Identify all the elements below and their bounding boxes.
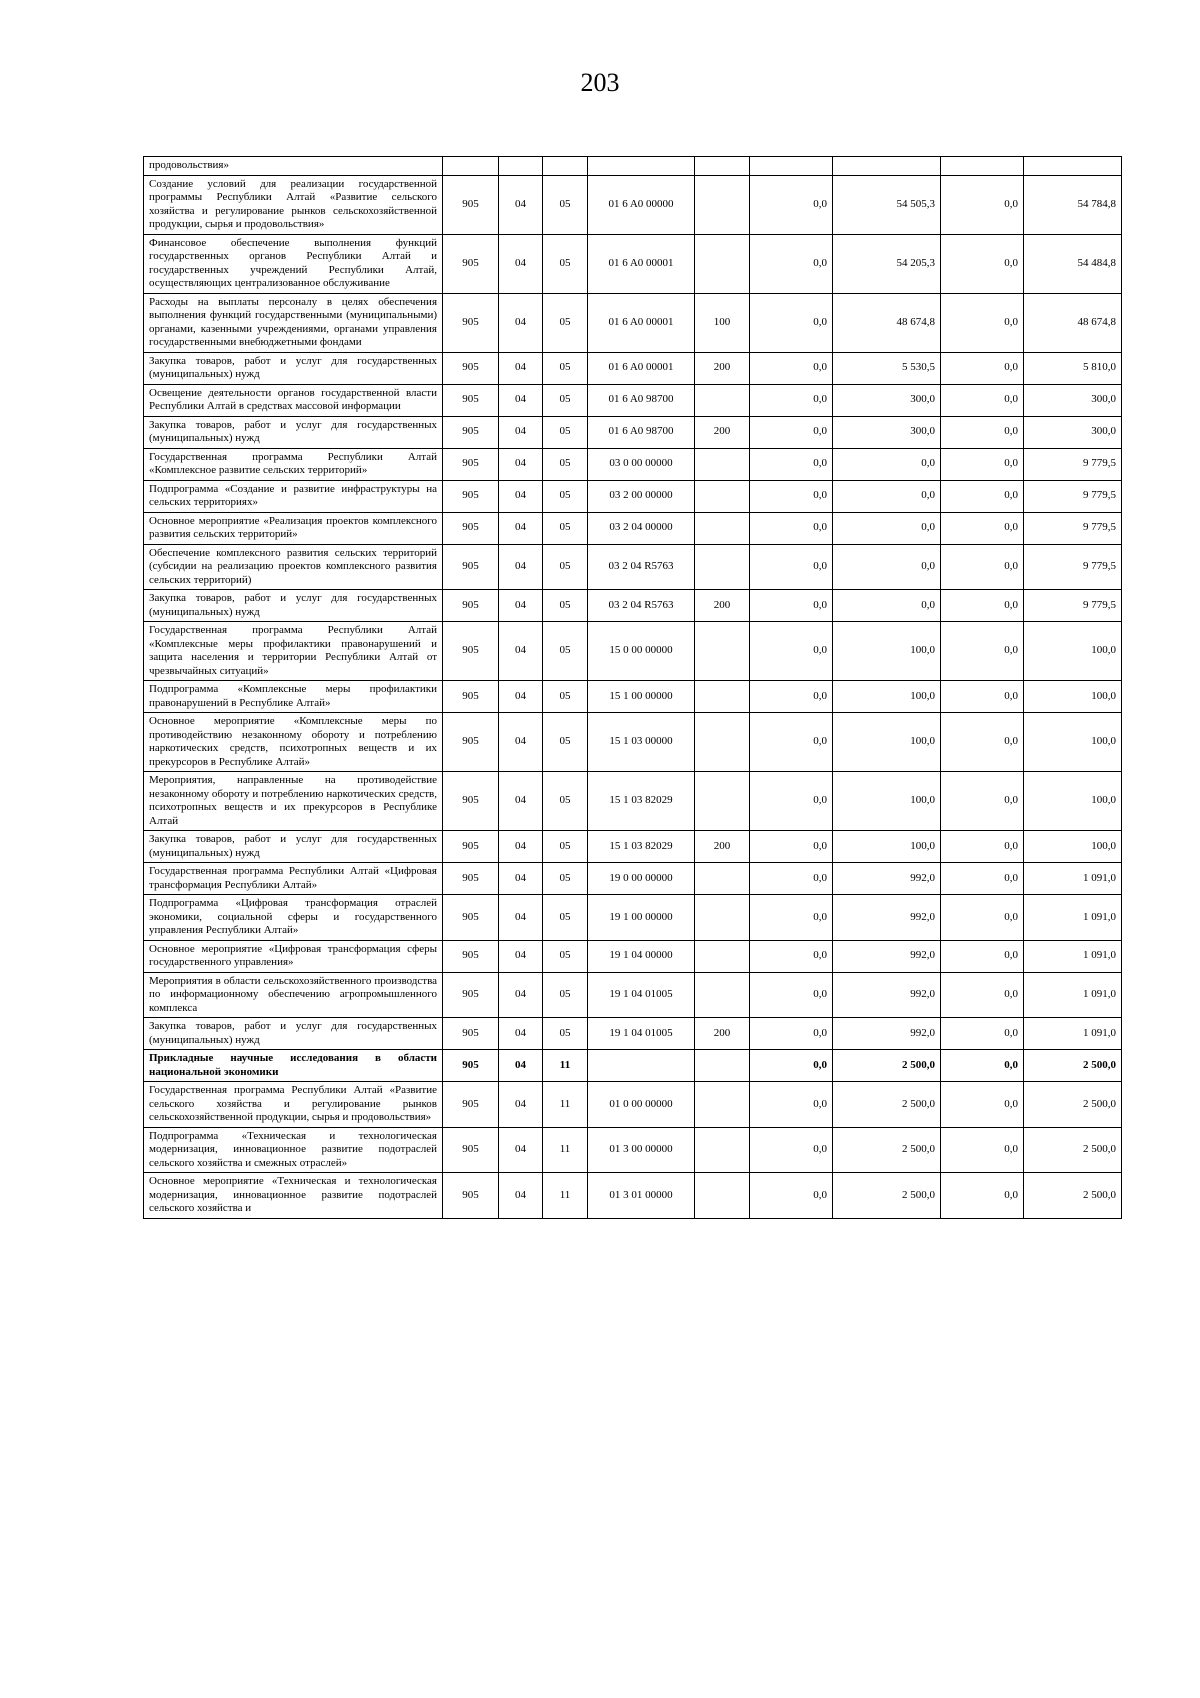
value-2: 2 500,0 bbox=[833, 1050, 941, 1082]
target-article: 03 2 04 00000 bbox=[588, 512, 695, 544]
admin-code: 905 bbox=[443, 772, 499, 831]
expense-type: 100 bbox=[695, 293, 750, 352]
subsection-code: 05 bbox=[543, 863, 588, 895]
expense-type bbox=[695, 622, 750, 681]
subsection-code: 05 bbox=[543, 681, 588, 713]
value-3: 0,0 bbox=[941, 1082, 1024, 1128]
subsection-code: 11 bbox=[543, 1173, 588, 1219]
subsection-code: 05 bbox=[543, 293, 588, 352]
target-article: 19 1 04 01005 bbox=[588, 1018, 695, 1050]
value-3: 0,0 bbox=[941, 175, 1024, 234]
value-1: 0,0 bbox=[750, 772, 833, 831]
value-1: 0,0 bbox=[750, 352, 833, 384]
value-2: 0,0 bbox=[833, 544, 941, 590]
value-3: 0,0 bbox=[941, 863, 1024, 895]
target-article: 01 6 A0 00001 bbox=[588, 352, 695, 384]
value-1: 0,0 bbox=[750, 681, 833, 713]
subsection-code: 05 bbox=[543, 972, 588, 1018]
subsection-code: 05 bbox=[543, 772, 588, 831]
row-name: Подпрограмма «Цифровая трансформация отраслей экономики, социальной сферы и государственного управления Республики Алтай» bbox=[144, 895, 443, 941]
row-name: Государственная программа Республики Алтай «Цифровая трансформация Республики Алтай» bbox=[144, 863, 443, 895]
value-2: 992,0 bbox=[833, 972, 941, 1018]
value-4: 100,0 bbox=[1024, 713, 1122, 772]
row-name: Освещение деятельности органов государственной власти Республики Алтай в средствах массовой информации bbox=[144, 384, 443, 416]
value-4: 1 091,0 bbox=[1024, 895, 1122, 941]
row-name: Основное мероприятие «Техническая и технологическая модернизация, инновационное развитие подотраслей сельского хозяйства и bbox=[144, 1173, 443, 1219]
target-article: 19 0 00 00000 bbox=[588, 863, 695, 895]
target-article: 19 1 04 00000 bbox=[588, 940, 695, 972]
section-code: 04 bbox=[499, 512, 543, 544]
expense-type: 200 bbox=[695, 416, 750, 448]
subsection-code: 05 bbox=[543, 544, 588, 590]
target-article: 15 1 00 00000 bbox=[588, 681, 695, 713]
expense-type bbox=[695, 448, 750, 480]
target-article: 19 1 00 00000 bbox=[588, 895, 695, 941]
value-4: 54 484,8 bbox=[1024, 234, 1122, 293]
section-code: 04 bbox=[499, 895, 543, 941]
value-4: 9 779,5 bbox=[1024, 544, 1122, 590]
admin-code: 905 bbox=[443, 544, 499, 590]
value-3: 0,0 bbox=[941, 940, 1024, 972]
subsection-code: 05 bbox=[543, 713, 588, 772]
expense-type bbox=[695, 713, 750, 772]
value-2: 2 500,0 bbox=[833, 1082, 941, 1128]
value-2: 54 205,3 bbox=[833, 234, 941, 293]
admin-code: 905 bbox=[443, 940, 499, 972]
value-3: 0,0 bbox=[941, 448, 1024, 480]
section-code: 04 bbox=[499, 590, 543, 622]
value-1: 0,0 bbox=[750, 1082, 833, 1128]
table-row bbox=[144, 831, 1122, 863]
value-2: 0,0 bbox=[833, 512, 941, 544]
section-code: 04 bbox=[499, 831, 543, 863]
table-body bbox=[144, 157, 1122, 1219]
subsection-code: 05 bbox=[543, 234, 588, 293]
value-4: 1 091,0 bbox=[1024, 940, 1122, 972]
value-4: 100,0 bbox=[1024, 772, 1122, 831]
value-4: 300,0 bbox=[1024, 416, 1122, 448]
value-2: 100,0 bbox=[833, 772, 941, 831]
row-name: Основное мероприятие «Цифровая трансформация сферы государственного управления» bbox=[144, 940, 443, 972]
row-name: Подпрограмма «Комплексные меры профилактики правонарушений в Республике Алтай» bbox=[144, 681, 443, 713]
admin-code: 905 bbox=[443, 831, 499, 863]
row-name: Закупка товаров, работ и услуг для государственных (муниципальных) нужд bbox=[144, 831, 443, 863]
table-row bbox=[144, 416, 1122, 448]
value-4: 2 500,0 bbox=[1024, 1173, 1122, 1219]
expense-type bbox=[695, 772, 750, 831]
value-3: 0,0 bbox=[941, 831, 1024, 863]
value-1: 0,0 bbox=[750, 480, 833, 512]
subsection-code: 11 bbox=[543, 1082, 588, 1128]
target-article: 01 6 A0 98700 bbox=[588, 384, 695, 416]
value-4: 2 500,0 bbox=[1024, 1050, 1122, 1082]
value-4: 1 091,0 bbox=[1024, 972, 1122, 1018]
value-3: 0,0 bbox=[941, 1018, 1024, 1050]
target-article: 01 6 A0 00000 bbox=[588, 175, 695, 234]
value-1: 0,0 bbox=[750, 713, 833, 772]
value-2: 300,0 bbox=[833, 384, 941, 416]
value-3 bbox=[941, 157, 1024, 176]
section-code: 04 bbox=[499, 480, 543, 512]
value-2: 992,0 bbox=[833, 863, 941, 895]
table-row bbox=[144, 1127, 1122, 1173]
section-code bbox=[499, 157, 543, 176]
value-2: 0,0 bbox=[833, 448, 941, 480]
value-4: 9 779,5 bbox=[1024, 590, 1122, 622]
value-4: 2 500,0 bbox=[1024, 1082, 1122, 1128]
value-2: 0,0 bbox=[833, 590, 941, 622]
table-row bbox=[144, 512, 1122, 544]
table-row bbox=[144, 448, 1122, 480]
table-row bbox=[144, 1173, 1122, 1219]
row-name: Основное мероприятие «Реализация проектов комплексного развития сельских территорий» bbox=[144, 512, 443, 544]
section-code: 04 bbox=[499, 940, 543, 972]
budget-table bbox=[143, 156, 1122, 1219]
value-1: 0,0 bbox=[750, 416, 833, 448]
subsection-code: 05 bbox=[543, 175, 588, 234]
value-1: 0,0 bbox=[750, 972, 833, 1018]
value-2 bbox=[833, 157, 941, 176]
value-3: 0,0 bbox=[941, 384, 1024, 416]
value-4: 9 779,5 bbox=[1024, 480, 1122, 512]
admin-code: 905 bbox=[443, 681, 499, 713]
value-4: 100,0 bbox=[1024, 681, 1122, 713]
value-4: 54 784,8 bbox=[1024, 175, 1122, 234]
admin-code: 905 bbox=[443, 512, 499, 544]
value-1: 0,0 bbox=[750, 863, 833, 895]
section-code: 04 bbox=[499, 234, 543, 293]
value-1: 0,0 bbox=[750, 1050, 833, 1082]
value-3: 0,0 bbox=[941, 590, 1024, 622]
value-4: 1 091,0 bbox=[1024, 1018, 1122, 1050]
table-row bbox=[144, 480, 1122, 512]
admin-code: 905 bbox=[443, 622, 499, 681]
value-3: 0,0 bbox=[941, 234, 1024, 293]
expense-type: 200 bbox=[695, 590, 750, 622]
expense-type bbox=[695, 480, 750, 512]
value-3: 0,0 bbox=[941, 512, 1024, 544]
target-article: 15 1 03 82029 bbox=[588, 772, 695, 831]
value-1: 0,0 bbox=[750, 512, 833, 544]
admin-code bbox=[443, 157, 499, 176]
value-3: 0,0 bbox=[941, 352, 1024, 384]
value-2: 100,0 bbox=[833, 622, 941, 681]
value-2: 992,0 bbox=[833, 895, 941, 941]
admin-code: 905 bbox=[443, 1082, 499, 1128]
subsection-code: 05 bbox=[543, 448, 588, 480]
expense-type: 200 bbox=[695, 831, 750, 863]
expense-type bbox=[695, 972, 750, 1018]
value-1: 0,0 bbox=[750, 384, 833, 416]
value-2: 5 530,5 bbox=[833, 352, 941, 384]
table-row bbox=[144, 1018, 1122, 1050]
table-row bbox=[144, 713, 1122, 772]
section-code: 04 bbox=[499, 1018, 543, 1050]
value-1: 0,0 bbox=[750, 175, 833, 234]
row-name: Мероприятия в области сельскохозяйственного производства по информационному обеспечению агропромышленного комплекса bbox=[144, 972, 443, 1018]
section-code: 04 bbox=[499, 175, 543, 234]
expense-type bbox=[695, 681, 750, 713]
admin-code: 905 bbox=[443, 1018, 499, 1050]
row-name: Обеспечение комплексного развития сельских территорий (субсидии на реализацию проектов комплексного развития сельских территорий) bbox=[144, 544, 443, 590]
value-1: 0,0 bbox=[750, 544, 833, 590]
target-article bbox=[588, 157, 695, 176]
value-1: 0,0 bbox=[750, 831, 833, 863]
value-4: 100,0 bbox=[1024, 622, 1122, 681]
admin-code: 905 bbox=[443, 1173, 499, 1219]
expense-type bbox=[695, 175, 750, 234]
value-4: 9 779,5 bbox=[1024, 448, 1122, 480]
section-code: 04 bbox=[499, 352, 543, 384]
value-3: 0,0 bbox=[941, 1050, 1024, 1082]
row-name: Создание условий для реализации государственной программы Республики Алтай «Развитие сельского хозяйства и регулирование рынков сельскохозяйственной продукции, сырья и продовольствия» bbox=[144, 175, 443, 234]
row-name: Государственная программа Республики Алтай «Комплексные меры профилактики правонарушений и защита населения и территории Республики Алтай от чрезвычайных ситуаций» bbox=[144, 622, 443, 681]
section-code: 04 bbox=[499, 1082, 543, 1128]
value-2: 2 500,0 bbox=[833, 1127, 941, 1173]
value-3: 0,0 bbox=[941, 895, 1024, 941]
row-name: Основное мероприятие «Комплексные меры по противодействию незаконному обороту и потреблению наркотических средств, психотропных веществ и их прекурсоров в Республике Алтай» bbox=[144, 713, 443, 772]
target-article: 01 3 01 00000 bbox=[588, 1173, 695, 1219]
value-4: 5 810,0 bbox=[1024, 352, 1122, 384]
value-2: 300,0 bbox=[833, 416, 941, 448]
table-row bbox=[144, 940, 1122, 972]
table-row bbox=[144, 1082, 1122, 1128]
value-1: 0,0 bbox=[750, 940, 833, 972]
row-name: Подпрограмма «Создание и развитие инфраструктуры на сельских территориях» bbox=[144, 480, 443, 512]
value-1: 0,0 bbox=[750, 895, 833, 941]
target-article: 03 0 00 00000 bbox=[588, 448, 695, 480]
section-code: 04 bbox=[499, 863, 543, 895]
value-2: 100,0 bbox=[833, 831, 941, 863]
value-2: 2 500,0 bbox=[833, 1173, 941, 1219]
value-2: 54 505,3 bbox=[833, 175, 941, 234]
table-row bbox=[144, 863, 1122, 895]
subsection-code: 05 bbox=[543, 1018, 588, 1050]
table-row bbox=[144, 622, 1122, 681]
section-code: 04 bbox=[499, 544, 543, 590]
expense-type bbox=[695, 384, 750, 416]
section-code: 04 bbox=[499, 681, 543, 713]
value-1: 0,0 bbox=[750, 1018, 833, 1050]
table-row bbox=[144, 972, 1122, 1018]
value-1: 0,0 bbox=[750, 293, 833, 352]
admin-code: 905 bbox=[443, 1127, 499, 1173]
value-3: 0,0 bbox=[941, 544, 1024, 590]
page-number: 203 bbox=[580, 68, 620, 97]
section-code: 04 bbox=[499, 384, 543, 416]
admin-code: 905 bbox=[443, 713, 499, 772]
expense-type: 200 bbox=[695, 352, 750, 384]
expense-type bbox=[695, 157, 750, 176]
admin-code: 905 bbox=[443, 863, 499, 895]
value-1: 0,0 bbox=[750, 448, 833, 480]
value-3: 0,0 bbox=[941, 480, 1024, 512]
target-article: 01 6 A0 00001 bbox=[588, 234, 695, 293]
admin-code: 905 bbox=[443, 448, 499, 480]
value-3: 0,0 bbox=[941, 1127, 1024, 1173]
expense-type bbox=[695, 863, 750, 895]
table-row bbox=[144, 772, 1122, 831]
admin-code: 905 bbox=[443, 895, 499, 941]
row-name: Подпрограмма «Техническая и технологическая модернизация, инновационное развитие подотраслей сельского хозяйства и смежных отраслей» bbox=[144, 1127, 443, 1173]
table-row bbox=[144, 293, 1122, 352]
target-article: 15 1 03 00000 bbox=[588, 713, 695, 772]
value-1: 0,0 bbox=[750, 622, 833, 681]
admin-code: 905 bbox=[443, 972, 499, 1018]
table-row bbox=[144, 352, 1122, 384]
section-code: 04 bbox=[499, 972, 543, 1018]
admin-code: 905 bbox=[443, 352, 499, 384]
target-article: 03 2 04 R5763 bbox=[588, 544, 695, 590]
value-4: 300,0 bbox=[1024, 384, 1122, 416]
value-3: 0,0 bbox=[941, 772, 1024, 831]
admin-code: 905 bbox=[443, 416, 499, 448]
admin-code: 905 bbox=[443, 293, 499, 352]
expense-type bbox=[695, 940, 750, 972]
row-name: Прикладные научные исследования в области национальной экономики bbox=[144, 1050, 443, 1082]
value-4: 48 674,8 bbox=[1024, 293, 1122, 352]
admin-code: 905 bbox=[443, 480, 499, 512]
row-name: Закупка товаров, работ и услуг для государственных (муниципальных) нужд bbox=[144, 590, 443, 622]
target-article: 03 2 04 R5763 bbox=[588, 590, 695, 622]
subsection-code: 05 bbox=[543, 512, 588, 544]
value-2: 992,0 bbox=[833, 940, 941, 972]
section-code: 04 bbox=[499, 713, 543, 772]
value-4: 100,0 bbox=[1024, 831, 1122, 863]
subsection-code bbox=[543, 157, 588, 176]
table-row bbox=[144, 895, 1122, 941]
row-name: Государственная программа Республики Алтай «Комплексное развитие сельских территорий» bbox=[144, 448, 443, 480]
table-row bbox=[144, 175, 1122, 234]
section-code: 04 bbox=[499, 448, 543, 480]
subsection-code: 11 bbox=[543, 1050, 588, 1082]
expense-type bbox=[695, 512, 750, 544]
target-article: 15 1 03 82029 bbox=[588, 831, 695, 863]
subsection-code: 05 bbox=[543, 940, 588, 972]
subsection-code: 05 bbox=[543, 590, 588, 622]
admin-code: 905 bbox=[443, 234, 499, 293]
section-code: 04 bbox=[499, 1173, 543, 1219]
value-1: 0,0 bbox=[750, 1127, 833, 1173]
row-name: Расходы на выплаты персоналу в целях обеспечения выполнения функций государственными (муниципальными) органами, казенными учреждениями, органами управления государственными внебюджетными фондами bbox=[144, 293, 443, 352]
target-article bbox=[588, 1050, 695, 1082]
value-1: 0,0 bbox=[750, 1173, 833, 1219]
table-row bbox=[144, 590, 1122, 622]
section-code: 04 bbox=[499, 1050, 543, 1082]
expense-type bbox=[695, 544, 750, 590]
row-name: Закупка товаров, работ и услуг для государственных (муниципальных) нужд bbox=[144, 352, 443, 384]
table-row bbox=[144, 1050, 1122, 1082]
value-3: 0,0 bbox=[941, 681, 1024, 713]
subsection-code: 05 bbox=[543, 384, 588, 416]
expense-type bbox=[695, 1173, 750, 1219]
value-3: 0,0 bbox=[941, 1173, 1024, 1219]
target-article: 01 0 00 00000 bbox=[588, 1082, 695, 1128]
value-4: 9 779,5 bbox=[1024, 512, 1122, 544]
table-row bbox=[144, 234, 1122, 293]
target-article: 19 1 04 01005 bbox=[588, 972, 695, 1018]
value-3: 0,0 bbox=[941, 622, 1024, 681]
expense-type bbox=[695, 1082, 750, 1128]
value-4 bbox=[1024, 157, 1122, 176]
value-2: 48 674,8 bbox=[833, 293, 941, 352]
row-name: Финансовое обеспечение выполнения функций государственных органов Республики Алтай и государственных учреждений Республики Алтай, осуществляющих централизованное обслуживание bbox=[144, 234, 443, 293]
subsection-code: 05 bbox=[543, 622, 588, 681]
section-code: 04 bbox=[499, 293, 543, 352]
admin-code: 905 bbox=[443, 175, 499, 234]
value-1: 0,0 bbox=[750, 234, 833, 293]
expense-type: 200 bbox=[695, 1018, 750, 1050]
value-3: 0,0 bbox=[941, 972, 1024, 1018]
target-article: 01 6 A0 98700 bbox=[588, 416, 695, 448]
target-article: 01 6 A0 00001 bbox=[588, 293, 695, 352]
admin-code: 905 bbox=[443, 590, 499, 622]
admin-code: 905 bbox=[443, 1050, 499, 1082]
value-2: 992,0 bbox=[833, 1018, 941, 1050]
subsection-code: 05 bbox=[543, 480, 588, 512]
table-row bbox=[144, 544, 1122, 590]
value-2: 100,0 bbox=[833, 681, 941, 713]
value-4: 1 091,0 bbox=[1024, 863, 1122, 895]
subsection-code: 05 bbox=[543, 416, 588, 448]
table-row bbox=[144, 681, 1122, 713]
target-article: 15 0 00 00000 bbox=[588, 622, 695, 681]
subsection-code: 05 bbox=[543, 895, 588, 941]
target-article: 03 2 00 00000 bbox=[588, 480, 695, 512]
section-code: 04 bbox=[499, 622, 543, 681]
value-2: 0,0 bbox=[833, 480, 941, 512]
expense-type bbox=[695, 1127, 750, 1173]
value-3: 0,0 bbox=[941, 713, 1024, 772]
subsection-code: 11 bbox=[543, 1127, 588, 1173]
row-name: Закупка товаров, работ и услуг для государственных (муниципальных) нужд bbox=[144, 416, 443, 448]
row-name: Мероприятия, направленные на противодействие незаконному обороту и потреблению наркотических средств, психотропных веществ и их прекурсоров в Республике Алтай bbox=[144, 772, 443, 831]
admin-code: 905 bbox=[443, 384, 499, 416]
expense-type bbox=[695, 1050, 750, 1082]
section-code: 04 bbox=[499, 416, 543, 448]
section-code: 04 bbox=[499, 1127, 543, 1173]
expense-type bbox=[695, 234, 750, 293]
table-row bbox=[144, 384, 1122, 416]
expense-type bbox=[695, 895, 750, 941]
row-name: продовольствия» bbox=[144, 157, 443, 176]
value-1: 0,0 bbox=[750, 590, 833, 622]
section-code: 04 bbox=[499, 772, 543, 831]
target-article: 01 3 00 00000 bbox=[588, 1127, 695, 1173]
row-name: Государственная программа Республики Алтай «Развитие сельского хозяйства и регулирование рынков сельскохозяйственной продукции, сырья и продовольствия» bbox=[144, 1082, 443, 1128]
value-1 bbox=[750, 157, 833, 176]
subsection-code: 05 bbox=[543, 352, 588, 384]
value-3: 0,0 bbox=[941, 293, 1024, 352]
row-name: Закупка товаров, работ и услуг для государственных (муниципальных) нужд bbox=[144, 1018, 443, 1050]
table-row bbox=[144, 157, 1122, 176]
value-2: 100,0 bbox=[833, 713, 941, 772]
value-3: 0,0 bbox=[941, 416, 1024, 448]
value-4: 2 500,0 bbox=[1024, 1127, 1122, 1173]
subsection-code: 05 bbox=[543, 831, 588, 863]
